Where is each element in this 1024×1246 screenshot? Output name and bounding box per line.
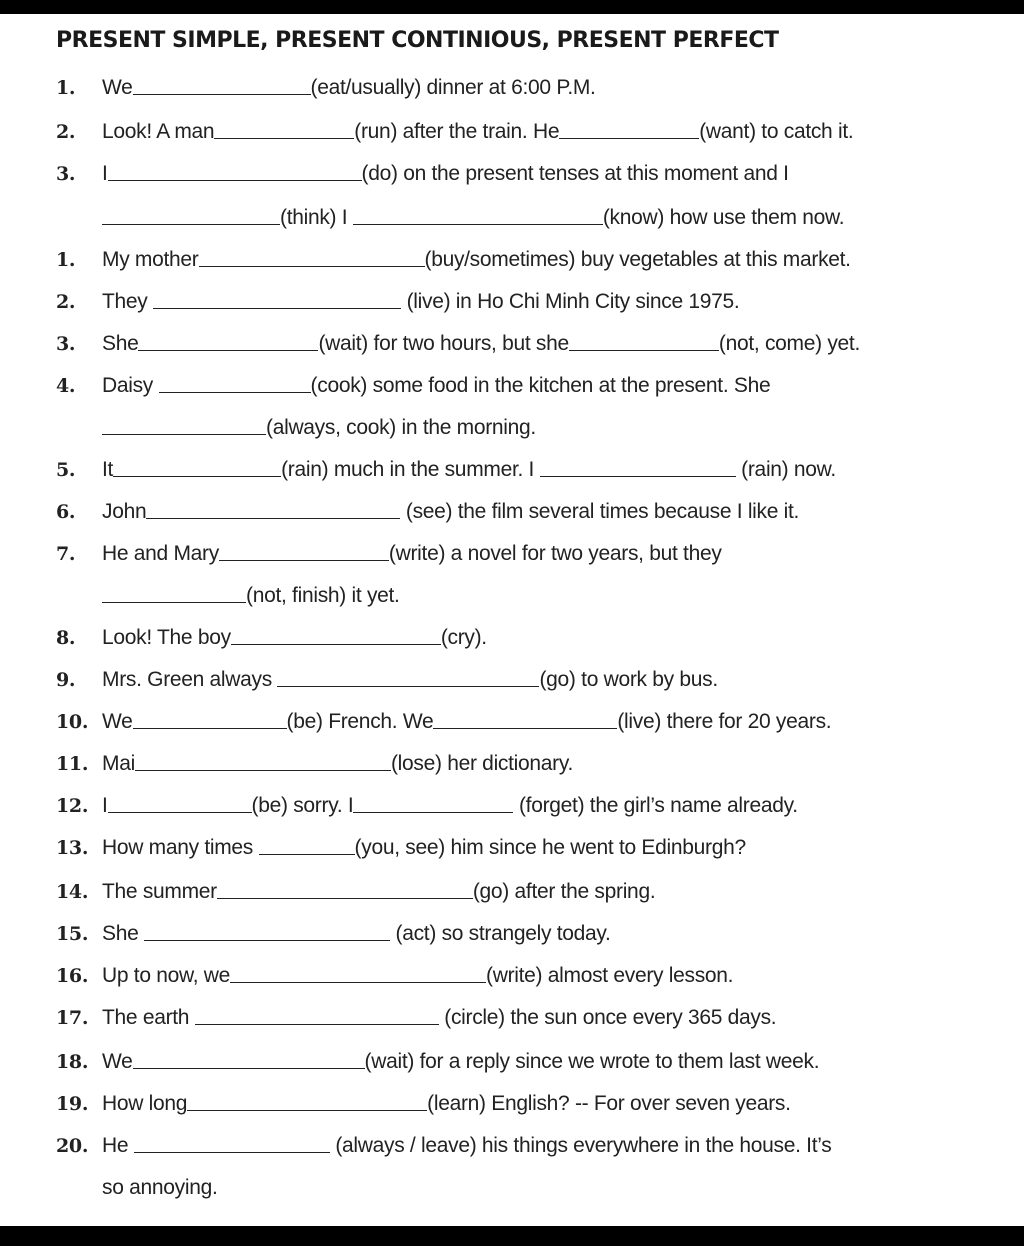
answer-blank[interactable] [277, 685, 539, 687]
item-text [102, 120, 853, 144]
item-text [102, 1006, 776, 1030]
sentence-fragment: (always / leave) his things everywhere in the house. It’s [329, 1134, 832, 1157]
item-number: 6. [56, 501, 76, 523]
item-text [102, 668, 718, 692]
sentence-fragment: We [102, 710, 133, 733]
exercise-line [0, 490, 1024, 526]
sentence-fragment: (rain) much in the summer. I [281, 458, 540, 481]
exercise-line [0, 784, 1024, 820]
item-text [102, 880, 655, 904]
sentence-fragment: Daisy [102, 374, 159, 397]
sentence-fragment: The summer [102, 880, 217, 903]
item-number: 1. [56, 77, 76, 99]
sentence-fragment: Look! The boy [102, 626, 231, 649]
sentence-fragment: (you, see) him since he went to Edinburgh? [354, 836, 746, 859]
exercise-line [0, 1082, 1024, 1118]
sentence-fragment: (always, cook) in the morning. [266, 416, 536, 439]
sentence-fragment: My mother [102, 248, 199, 271]
item-number: 5. [56, 459, 76, 481]
item-number: 2. [56, 291, 76, 313]
sentence-fragment: (not, finish) it yet. [246, 584, 400, 607]
sentence-fragment: (wait) for two hours, but she [318, 332, 569, 355]
exercise-line [0, 66, 1024, 102]
sentence-fragment: (write) a novel for two years, but they [388, 542, 722, 565]
item-number: 7. [56, 543, 76, 565]
answer-blank[interactable] [231, 643, 441, 645]
answer-blank[interactable] [187, 1109, 427, 1111]
exercise-line [0, 110, 1024, 146]
item-text [102, 1092, 791, 1116]
answer-blank[interactable] [199, 265, 425, 267]
item-text [102, 752, 573, 776]
sentence-fragment: (cook) some food in the kitchen at the present. She [310, 374, 771, 397]
sentence-fragment: (live) in Ho Chi Minh City since 1975. [401, 290, 740, 313]
exercise-line [0, 1040, 1024, 1076]
answer-blank[interactable] [133, 93, 311, 95]
sentence-fragment: (live) there for 20 years. [617, 710, 832, 733]
sentence-fragment: (be) sorry. I [251, 794, 354, 817]
item-text [102, 416, 536, 440]
exercise-line [0, 742, 1024, 778]
sentence-fragment: The earth [102, 1006, 195, 1029]
exercise-line [0, 1166, 1024, 1202]
item-text [102, 458, 836, 482]
answer-blank[interactable] [353, 811, 513, 813]
exercise-line [0, 870, 1024, 906]
exercise-line [0, 658, 1024, 694]
item-text [102, 964, 733, 988]
answer-blank[interactable] [540, 475, 736, 477]
item-text [102, 206, 844, 230]
item-number: 3. [56, 333, 76, 355]
answer-blank[interactable] [135, 769, 391, 771]
exercise-line [0, 448, 1024, 484]
answer-blank[interactable] [102, 433, 266, 435]
item-number: 8. [56, 627, 76, 649]
sentence-fragment: How many times [102, 836, 259, 859]
exercise-line [0, 196, 1024, 232]
item-text [102, 836, 746, 860]
sentence-fragment: She [102, 922, 144, 945]
sentence-fragment: He [102, 1134, 134, 1157]
sentence-fragment: Look! A man [102, 120, 215, 143]
exercise-line [0, 532, 1024, 568]
sentence-fragment: (not, come) yet. [718, 332, 860, 355]
sentence-fragment: We [102, 1050, 133, 1073]
sentence-fragment: (cry). [440, 626, 487, 649]
sentence-fragment: I [102, 794, 108, 817]
exercise-line [0, 954, 1024, 990]
answer-blank[interactable] [134, 1151, 330, 1153]
item-number: 17. [56, 1007, 89, 1029]
item-number: 9. [56, 669, 76, 691]
item-number: 20. [56, 1135, 89, 1157]
sentence-fragment: (be) French. We [286, 710, 434, 733]
item-number: 2. [56, 121, 76, 143]
sentence-fragment: I [102, 162, 108, 185]
sentence-fragment: (forget) the girl’s name already. [513, 794, 798, 817]
sentence-fragment: John [102, 500, 147, 523]
item-number: 16. [56, 965, 89, 987]
exercise-line [0, 152, 1024, 188]
sentence-fragment: (act) so strangely today. [390, 922, 611, 945]
exercise-line [0, 322, 1024, 358]
item-text [102, 162, 789, 186]
sentence-fragment: We [102, 76, 133, 99]
answer-blank[interactable] [195, 1023, 439, 1025]
answer-blank[interactable] [102, 601, 246, 603]
item-text [102, 332, 860, 356]
item-text [102, 1050, 819, 1074]
answer-blank[interactable] [133, 727, 287, 729]
item-number: 3. [56, 163, 76, 185]
item-text [102, 584, 400, 608]
item-text [102, 374, 770, 398]
item-number: 1. [56, 249, 76, 271]
exercise-line [0, 826, 1024, 862]
exercise-line [0, 912, 1024, 948]
item-text [102, 1134, 831, 1158]
worksheet-title: PRESENT SIMPLE, PRESENT CONTINIOUS, PRESENT PERFECT [56, 28, 779, 53]
sentence-fragment: (circle) the sun once every 365 days. [438, 1006, 777, 1029]
exercise-line [0, 616, 1024, 652]
sentence-fragment: They [102, 290, 154, 313]
exercise-line [0, 406, 1024, 442]
item-text [102, 626, 487, 650]
answer-blank[interactable] [113, 475, 281, 477]
answer-blank[interactable] [146, 517, 400, 519]
sentence-fragment: Up to now, we [102, 964, 231, 987]
answer-blank[interactable] [153, 307, 401, 309]
sentence-fragment: He and Mary [102, 542, 219, 565]
item-text [102, 922, 611, 946]
answer-blank[interactable] [102, 223, 280, 225]
item-number: 13. [56, 837, 89, 859]
exercise-line [0, 574, 1024, 610]
item-text [102, 710, 831, 734]
sentence-fragment: (do) on the present tenses at this moment and I [361, 162, 789, 185]
item-number: 11. [56, 753, 89, 775]
sentence-fragment: She [102, 332, 139, 355]
answer-blank[interactable] [219, 559, 389, 561]
item-number: 19. [56, 1093, 89, 1115]
answer-blank[interactable] [214, 137, 354, 139]
sentence-fragment: (go) after the spring. [472, 880, 656, 903]
exercise-line [0, 700, 1024, 736]
answer-blank[interactable] [559, 137, 699, 139]
item-text [102, 500, 799, 524]
sentence-fragment: (write) almost every lesson. [486, 964, 734, 987]
item-text [102, 290, 739, 314]
item-number: 15. [56, 923, 89, 945]
exercise-line [0, 364, 1024, 400]
item-number: 4. [56, 375, 76, 397]
answer-blank[interactable] [138, 349, 318, 351]
item-number: 14. [56, 881, 89, 903]
item-text [102, 542, 722, 566]
answer-blank[interactable] [133, 1067, 365, 1069]
sentence-fragment: so annoying. [102, 1176, 218, 1199]
sentence-fragment: (think) I [280, 206, 353, 229]
answer-blank[interactable] [217, 897, 473, 899]
exercise-line [0, 996, 1024, 1032]
item-text [102, 76, 596, 100]
answer-blank[interactable] [569, 349, 719, 351]
sentence-fragment: (run) after the train. He [354, 120, 560, 143]
item-number: 10. [56, 711, 89, 733]
sentence-fragment: Mai [102, 752, 135, 775]
sentence-fragment: (buy/sometimes) buy vegetables at this market. [424, 248, 851, 271]
sentence-fragment: (rain) now. [735, 458, 836, 481]
answer-blank[interactable] [230, 981, 486, 983]
sentence-fragment: Mrs. Green always [102, 668, 278, 691]
item-number: 12. [56, 795, 89, 817]
item-number: 18. [56, 1051, 89, 1073]
sentence-fragment: (go) to work by bus. [539, 668, 718, 691]
item-text [102, 248, 851, 272]
sentence-fragment: (lose) her dictionary. [390, 752, 574, 775]
sentence-fragment: (learn) English? -- For over seven years. [427, 1092, 791, 1115]
sentence-fragment: (know) how use them now. [602, 206, 845, 229]
sentence-fragment: How long [102, 1092, 188, 1115]
exercise-line [0, 280, 1024, 316]
answer-blank[interactable] [259, 853, 355, 855]
answer-blank[interactable] [159, 391, 311, 393]
answer-blank[interactable] [144, 939, 390, 941]
sentence-fragment: (eat/usually) dinner at 6:00 P.M. [310, 76, 596, 99]
item-text [102, 1176, 218, 1200]
answer-blank[interactable] [108, 811, 252, 813]
answer-blank[interactable] [108, 179, 362, 181]
sentence-fragment: (want) to catch it. [699, 120, 854, 143]
sentence-fragment: It [102, 458, 114, 481]
exercise-line [0, 238, 1024, 274]
worksheet-page [0, 14, 1024, 1226]
sentence-fragment: (wait) for a reply since we wrote to them last week. [364, 1050, 820, 1073]
item-text [102, 794, 798, 818]
sentence-fragment: (see) the film several times because I like it. [400, 500, 800, 523]
answer-blank[interactable] [353, 223, 603, 225]
exercise-line [0, 1124, 1024, 1160]
answer-blank[interactable] [433, 727, 617, 729]
